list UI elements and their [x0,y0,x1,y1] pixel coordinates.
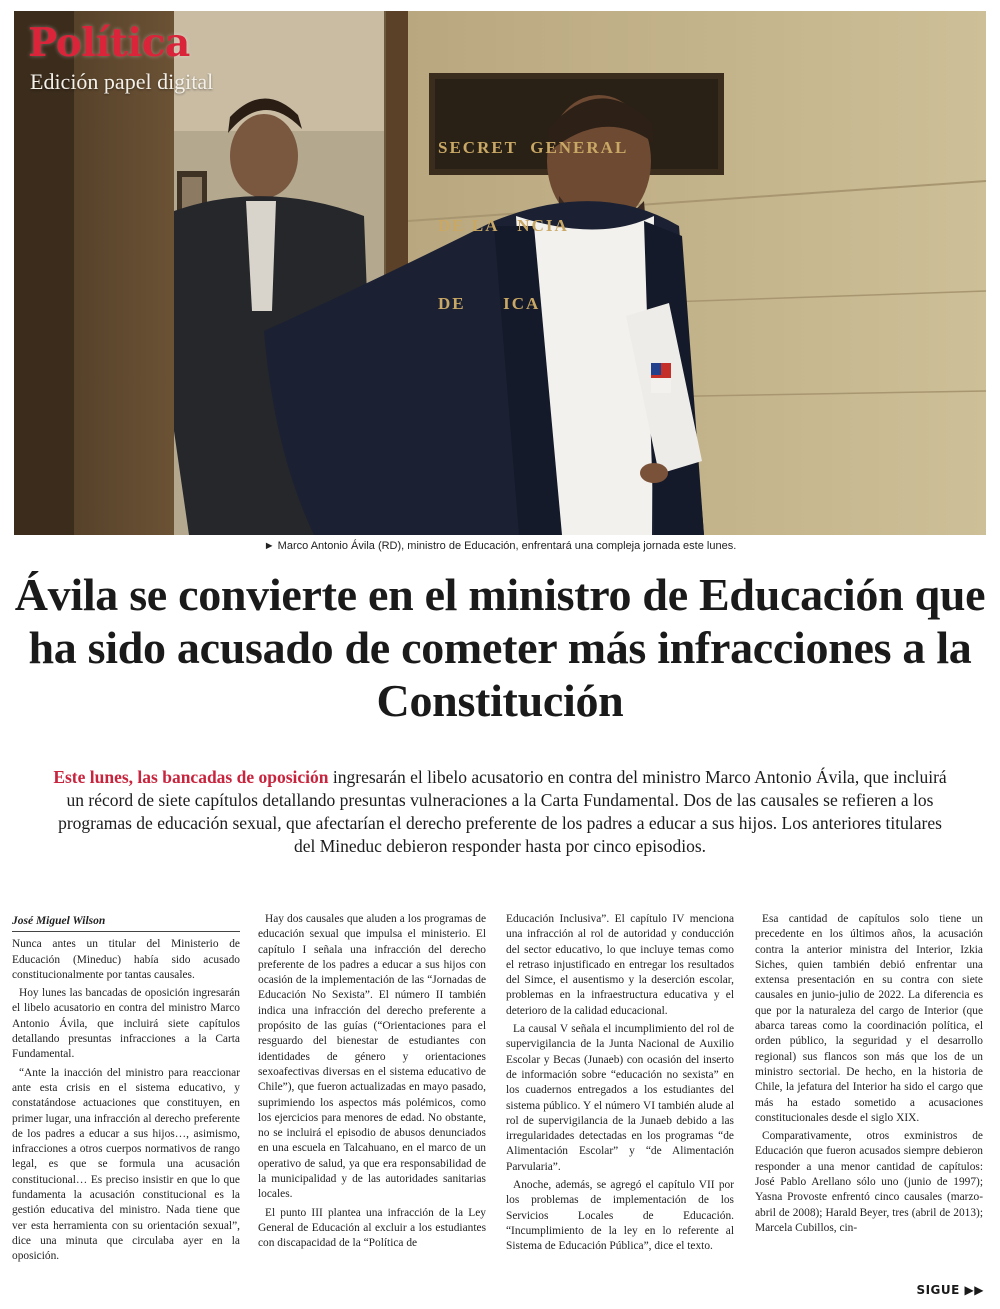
body-paragraph: El punto III plantea una infracción de la Ley General de Educación al excluir a los estudiantes con discapacidad de la “Política de [258,1206,486,1250]
body-paragraph: Anoche, además, se agregó el capítulo VII por los problemas de implementación de los Servicios Locales de Educación. “Incumplimiento de la ley en lo referente al Sistema de Educación Pública”, dice el texto. [506,1179,734,1253]
body-paragraph: Educación Inclusiva”. El capítulo IV menciona una infracción al rol de autoridad y conducción del sector educativo, lo que incluye temas como el retraso injustificado en entregar los resultados del Simce, el ausentismo y la deserción escolar, problemas en la infraestructura educativa y el deterioro de la calidad educacional. [506,913,734,1017]
headline: Ávila se convierte en el ministro de Educación que ha sido acusado de cometer más infracciones a la Constitución [14,569,986,726]
sign-line: SECRET GENERAL [438,138,629,157]
section-label: Política [28,20,190,66]
body-paragraph: “Ante la inacción del ministro para reaccionar ante esta crisis en el sistema educativo, y constatándose actuaciones que constituyen, en primer lugar, una infracción al derecho preferente de los padres a educar a sus hijos…, asimismo, infracciones a otros cuerpos normativos de rango legal, es que se formula una acusación constitucional… Es preciso insistir en que lo que fundamenta la acusación constitucional es la gestión educativa del ministro. Nada tiene que ver esta herramienta con su orientación sexual”, dice una minuta que circulaba ayer en la oposición. [12,1066,240,1263]
byline: José Miguel Wilson [12,914,240,932]
edition-label: Edición papel digital [30,69,214,94]
sign-text [438,83,718,369]
body-paragraph: Nunca antes un titular del Ministerio de Educación (Mineduc) había sido acusado constitucionalmente por tantas causales. [12,938,240,981]
article-column-2 [258,912,486,1255]
article-column-3 [506,912,734,1258]
body-paragraph: Hay dos causales que aluden a los programas de educación sexual que impulsa el ministerio. El capítulo I señala una infracción del derecho preferente de los padres a educar a sus hijos con ocasión de la implementación de las “Jornadas de Educación No Sexista”. El número II también indica una infracción del derecho preferente a propósito de las guías (“Orientaciones para el resguardo del bienestar de estudiantes con identidades de género y orientaciones sexoafectivas diversas en el sistema educativo de Chile”), que fueron actualizadas en mayo pasado, suprimiendo los aspectos más polémicos, como los ejercicios para menores de edad. No obstante, no se incluirá el episodio de abusos denunciados en una escuela en Talcahuano, en el marco de un operativo de salud, ya que era responsabilidad de la municipalidad y de las autoridades sanitarias locales. [258,913,486,1201]
continue-link[interactable]: SIGUE ▶▶ [916,1283,984,1297]
article-column-1 [12,912,240,1268]
sign-line: DE ICA [438,294,541,313]
article-column-4 [755,912,983,1239]
lead-text: ingresarán el libelo acusatorio en contra del ministro Marco Antonio Ávila, que incluirá un récord de siete capítulos detallando presuntas vulneraciones a la Carta Fundamental. Dos de las causales se refieren a los programas de educación sexual, que afectarían el derecho preferente de los padres a educar a sus hijos. Los anteriores titulares del Mineduc debieron responder hasta por cinco episodios. [58,767,947,856]
body-paragraph: Esa cantidad de capítulos solo tiene un precedente en los últimos años, la acusación contra la anterior ministra del Interior, Izkia Siches, quien también debió enfrentar una extensa presentación en su contra con siete causales en junio-julio de 2022. La diferencia es que por la naturaleza del cargo de Interior (que abarca tareas como la coordinación política, el orden público, la seguridad y el desarrollo regional) sus flancos son más que los de un ministro sectorial. De hecho, en la historia de Chile, la jefatura del Interior ha sido el cargo que más ha estado sometido a acusaciones constitucionales desde el siglo XIX. [755,913,983,1124]
lead-kicker: Este lunes, las bancadas de oposición [53,767,329,787]
body-paragraph: Hoy lunes las bancadas de oposición ingresarán el libelo acusatorio en contra del ministro Marco Antonio Ávila, que incluirá siete capítulos detallando presuntas infracciones a la Carta Fundamental. [12,987,240,1061]
photo-caption: ► Marco Antonio Ávila (RD), ministro de Educación, enfrentará una compleja jornada este lunes. [263,540,737,552]
body-paragraph: La causal V señala el incumplimiento del rol de supervigilancia de la Junta Nacional de Auxilio Escolar y Becas (Junaeb) con ocasión del inserto de información sobre “educación no sexista” en los cuadernos entregados a los estudiantes del sistema público. Y el número VI también alude al rol de supervigilancia de la Junaeb debido a las irregularidades detectadas en los programas “de Alimentación Escolar” y “de Alimentación Parvularia”. [506,1023,734,1173]
body-paragraph: Comparativamente, otros exministros de Educación que fueron acusados siempre debieron responder a una menor cantidad de capítulos: José Pablo Arellano sólo uno (junio de 1997); Yasna Provoste enfrentó cinco causales (marzo-abril de 2008); Harald Beyer, tres (abril de 2013); Marcela Cubillos, cin- [755,1130,983,1234]
lead-paragraph [50,766,950,858]
sign-line: DE LA NCIA [438,216,569,235]
